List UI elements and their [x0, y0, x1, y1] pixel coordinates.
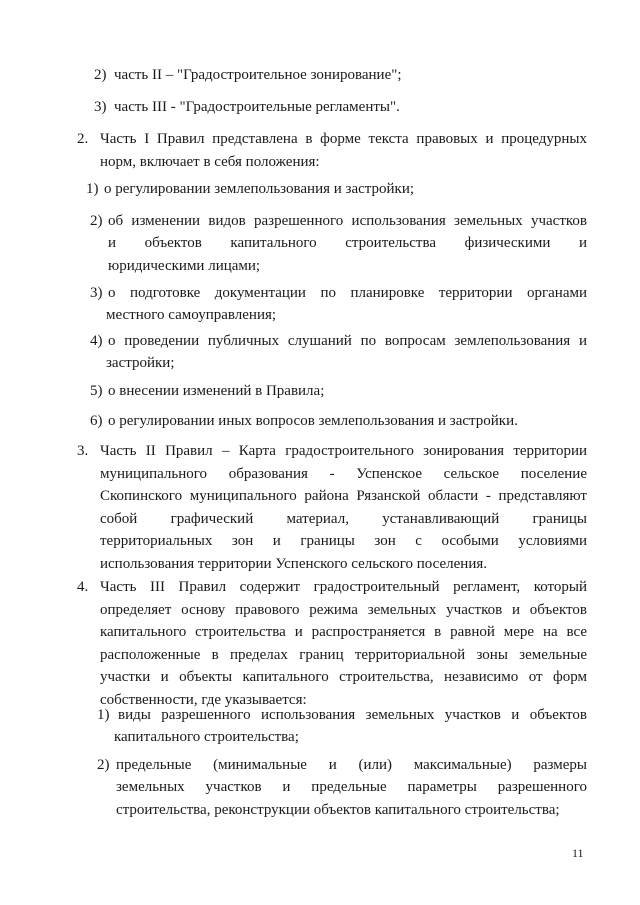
list-item-number: 4): [90, 333, 103, 349]
list-item-text: о внесении изменений в Правила;: [108, 383, 325, 399]
list-item-number: 2): [97, 757, 110, 773]
paragraph-number: 4.: [77, 579, 89, 595]
list-item-text: о регулировании иных вопросов землепользования и застройки.: [108, 413, 518, 429]
list-item-text: часть II – "Градостроительное зонирование";: [114, 67, 402, 83]
list-item-text: часть III - "Градостроительные регламенты".: [114, 99, 400, 115]
paragraph-number: 2.: [77, 131, 89, 147]
list-item-text-cont: земельных участков и предельные параметры разрешенного строительства, реконструкции объектов капитального строительства;: [116, 779, 587, 818]
list-item-text: о проведении публичных слушаний по вопросам землепользования и: [108, 333, 587, 349]
list-item-text-cont: застройки;: [106, 355, 175, 371]
paragraph-text: Часть III Правил содержит градостроительный регламент, который определяет основу правового режима земельных участков и объектов капитального строительства и распространяется в равной мере на все расположенные в пределах границ территориальной зоны земельные участки и объекты капитального строительства, независимо от форм собственности, где указывается:: [100, 579, 587, 708]
list-item-text-cont: капитального строительства;: [114, 729, 299, 745]
paragraph-text: Часть II Правил – Карта градостроительного зонирования территории муниципального образования - Успенское сельское поселение Скопинского муниципального района Рязанской области - представляют собой графический материал, устанавливающий границы территориальных зон и границы зон с особыми условиями использования территории Успенского сельского поселения.: [100, 443, 587, 572]
list-item-text: о регулировании землепользования и застройки;: [104, 181, 415, 197]
list-item-number: 3): [94, 99, 107, 115]
paragraph-number: 3.: [77, 443, 89, 459]
list-item-number: 2): [94, 67, 107, 83]
list-item-text: виды разрешенного использования земельных участков и объектов: [118, 707, 587, 723]
list-item-number: 5): [90, 383, 103, 399]
list-item-number: 1): [86, 181, 99, 197]
list-item-text: предельные (минимальные и (или) максимальные) размеры: [116, 757, 587, 773]
list-item-text-cont: и объектов капитального строительства физическими и юридическими лицами;: [108, 235, 587, 274]
paragraph-text: Часть I Правил представлена в форме текста правовых и процедурных норм, включает в себя положения:: [100, 131, 587, 170]
list-item-text: об изменении видов разрешенного использования земельных участков: [108, 213, 587, 229]
list-item-number: 1): [97, 707, 110, 723]
list-item-number: 3): [90, 285, 103, 301]
list-item-text-cont: местного самоуправления;: [106, 307, 277, 323]
list-item-number: 6): [90, 413, 103, 429]
list-item-number: 2): [90, 213, 103, 229]
list-item-text: о подготовке документации по планировке территории органами: [108, 285, 587, 301]
page-number: 11: [572, 846, 584, 860]
